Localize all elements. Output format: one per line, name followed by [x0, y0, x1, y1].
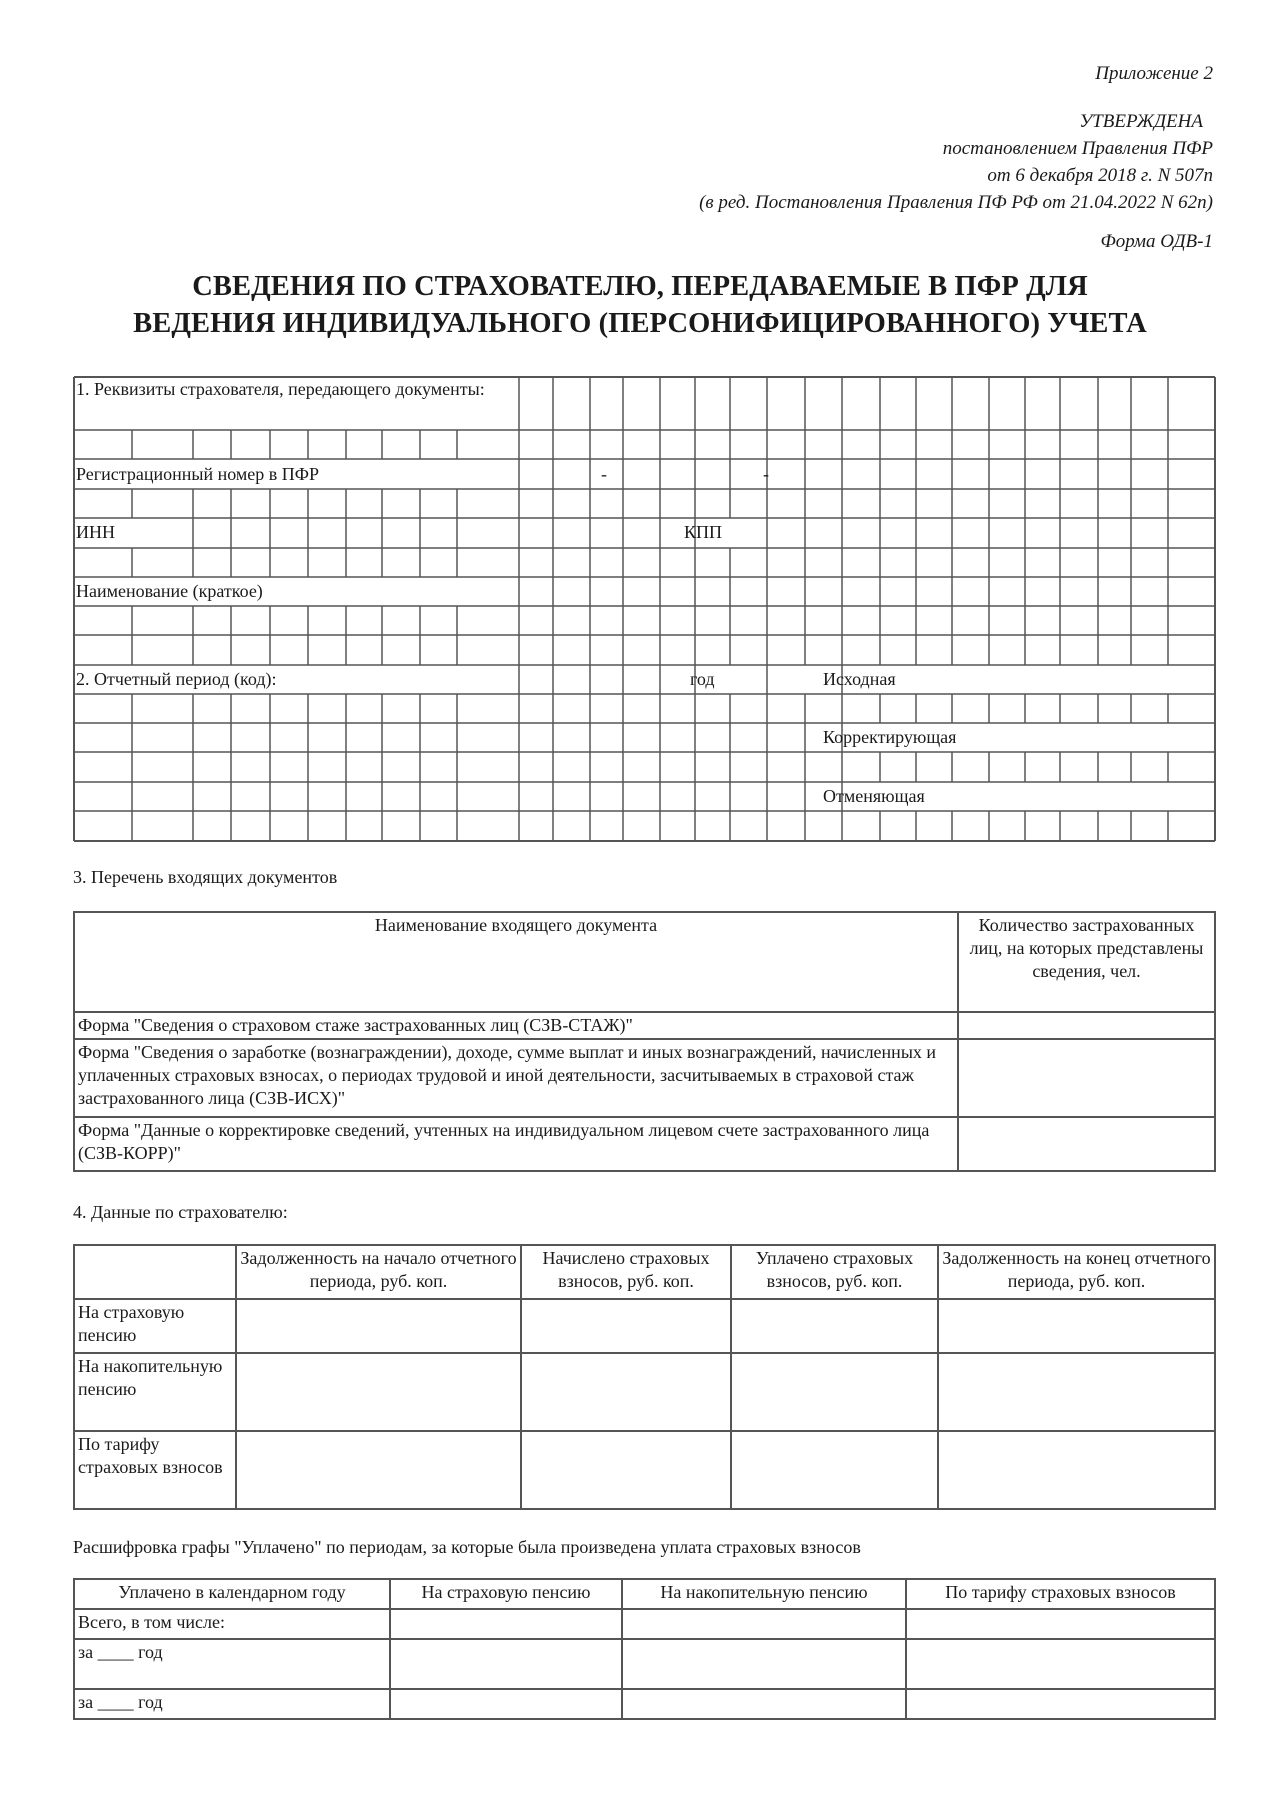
value-cell[interactable] — [938, 1431, 1215, 1509]
col-document-name: Наименование входящего документа — [74, 912, 958, 1012]
document-row: Форма "Данные о корректировке сведений, учтенных на индивидуальном лицевом счете застрахованного лица (СЗВ-КОРР)" — [74, 1117, 958, 1171]
row-label: за ____ год — [74, 1689, 390, 1719]
row-label: за ____ год — [74, 1639, 390, 1689]
value-cell[interactable] — [521, 1431, 731, 1509]
value-cell[interactable] — [906, 1689, 1215, 1719]
value-cell[interactable] — [731, 1353, 938, 1431]
approval-line: постановлением Правления ПФР — [942, 138, 1213, 159]
count-cell[interactable] — [958, 1039, 1215, 1117]
appendix-label: Приложение 2 — [1095, 63, 1213, 84]
document-row: Форма "Сведения о заработке (вознаграждении), доходе, сумме выплат и иных вознаграждений, начисленных и уплаченных страховых взносах, о периодах трудовой и иной деятельности, засчитываемых в страховой стаж застрахованного лица (СЗВ-ИСХ)" — [74, 1039, 958, 1117]
reg-dash-2: - — [763, 464, 769, 484]
title-line: ВЕДЕНИЯ ИНДИВИДУАЛЬНОГО (ПЕРСОНИФИЦИРОВАННОГО) УЧЕТА — [133, 308, 1147, 339]
approval-line: (в ред. Постановления Правления ПФ РФ от 21.04.2022 N 62п) — [699, 192, 1213, 213]
value-cell[interactable] — [731, 1431, 938, 1509]
col-debt-start: Задолженность на начало отчетного периода, руб. коп. — [236, 1245, 521, 1299]
value-cell[interactable] — [622, 1609, 906, 1639]
requisites-grid — [73, 376, 1216, 842]
approval-line: УТВЕРЖДЕНА — [1079, 111, 1203, 132]
reg-dash-1: - — [601, 464, 607, 484]
col-debt-end: Задолженность на конец отчетного периода, руб. коп. — [938, 1245, 1215, 1299]
value-cell[interactable] — [938, 1353, 1215, 1431]
inn-label: ИНН — [76, 522, 115, 542]
incoming-documents-table — [73, 911, 1216, 1172]
value-cell[interactable] — [938, 1299, 1215, 1353]
name-label: Наименование (краткое) — [76, 581, 263, 601]
col-funded-pension: На накопительную пенсию — [622, 1579, 906, 1609]
paid-breakdown-table — [73, 1578, 1216, 1720]
row-label: На накопительную пенсию — [74, 1353, 236, 1431]
approval-block — [699, 108, 1213, 216]
row-label: На страховую пенсию — [74, 1299, 236, 1353]
col-accrued: Начислено страховых взносов, руб. коп. — [521, 1245, 731, 1299]
kpp-label: КПП — [684, 522, 723, 542]
breakdown-title: Расшифровка графы "Уплачено" по периодам, за которые была произведена уплата страховых взносов — [73, 1537, 861, 1557]
col-insurance-pension: На страховую пенсию — [390, 1579, 622, 1609]
section2-title: 2. Отчетный период (код): — [76, 669, 277, 689]
value-cell[interactable] — [236, 1353, 521, 1431]
col-calendar-year: Уплачено в календарном году — [74, 1579, 390, 1609]
row-label: Всего, в том числе: — [74, 1609, 390, 1639]
corner-cell — [74, 1245, 236, 1299]
document-title — [60, 268, 1220, 342]
form-code: Форма ОДВ-1 — [1100, 231, 1213, 252]
insurer-data-table — [73, 1244, 1216, 1510]
section1-title: 1. Реквизиты страхователя, передающего документы: — [76, 379, 485, 399]
value-cell[interactable] — [390, 1639, 622, 1689]
value-cell[interactable] — [622, 1639, 906, 1689]
value-cell[interactable] — [390, 1689, 622, 1719]
corrective-label: Корректирующая — [823, 727, 957, 747]
title-line: СВЕДЕНИЯ ПО СТРАХОВАТЕЛЮ, ПЕРЕДАВАЕМЫЕ В ПФР ДЛЯ — [192, 271, 1088, 302]
value-cell[interactable] — [731, 1299, 938, 1353]
value-cell[interactable] — [521, 1299, 731, 1353]
document-row: Форма "Сведения о страховом стаже застрахованных лиц (СЗВ-СТАЖ)" — [74, 1012, 958, 1039]
value-cell[interactable] — [236, 1299, 521, 1353]
value-cell[interactable] — [622, 1689, 906, 1719]
grid-lines — [73, 376, 1216, 842]
reg-number-label: Регистрационный номер в ПФР — [76, 464, 319, 484]
section3-title: 3. Перечень входящих документов — [73, 867, 338, 887]
year-label: год — [690, 669, 715, 689]
value-cell[interactable] — [390, 1609, 622, 1639]
value-cell[interactable] — [521, 1353, 731, 1431]
col-paid: Уплачено страховых взносов, руб. коп. — [731, 1245, 938, 1299]
original-label: Исходная — [823, 669, 896, 689]
value-cell[interactable] — [906, 1609, 1215, 1639]
count-cell[interactable] — [958, 1117, 1215, 1171]
row-label: По тарифу страховых взносов — [74, 1431, 236, 1509]
col-tariff: По тарифу страховых взносов — [906, 1579, 1215, 1609]
value-cell[interactable] — [906, 1639, 1215, 1689]
count-cell[interactable] — [958, 1012, 1215, 1039]
approval-line: от 6 декабря 2018 г. N 507п — [987, 165, 1213, 186]
col-insured-count: Количество застрахованных лиц, на которых представлены сведения, чел. — [958, 912, 1215, 1012]
cancelling-label: Отменяющая — [823, 786, 925, 806]
section4-title: 4. Данные по страхователю: — [73, 1202, 288, 1222]
value-cell[interactable] — [236, 1431, 521, 1509]
